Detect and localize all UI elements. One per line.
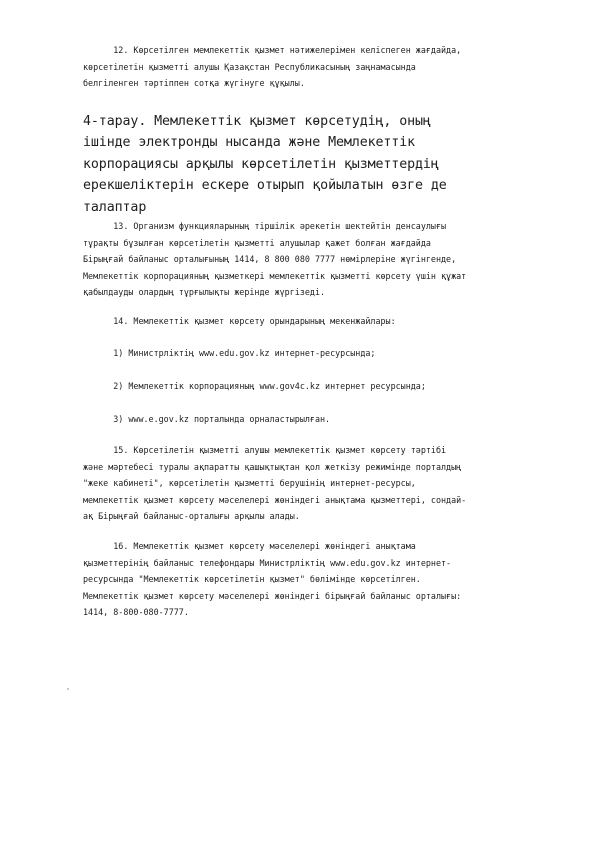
scan-speck <box>67 688 69 690</box>
section-heading: 4-тарау. Мемлекеттік қызмет көрсетудің, оның ішінде электронды нысанда және Мемлекеттік корпорациясы арқылы көрсетілетін қызметтердің ерекшеліктерін ескере отырып қойылатын өзге де талаптар <box>83 114 447 215</box>
list-item-14-1: 1) Министрліктің www.edu.gov.kz интернет-ресурсында; <box>83 348 376 358</box>
paragraph-16: 16. Мемлекеттік қызмет көрсету мәселелері жөніндегі анықтама қызметтерінің байланыс телефондары Министрліктің www.edu.gov.kz интернет- ресурсында "Мемлекеттік көрсетілетін қызмет" бөлімінде көрсетілген. Мемлекеттік қызмет көрсету мәселелері жөніндегі бірыңғай байланыс орталығы: 1414, 8-800-080-7777. <box>83 541 462 618</box>
paragraph-13: 13. Организм функцияларының тіршілік әрекетін шектейтін денсаулығы тұрақты бұзылған көрсетілетін қызметті алушылар қажет болған жағдайда Бірыңғай байланыс орталығының 1414, 8 800 080 7777 нөмірлеріне жүгінгенде, Мемлекеттік корпорацияның қызметкері мемлекеттік қызметті көрсету үшін құжат қабылдауды олардың тұрғылықты жерінде жүргізеді. <box>83 221 467 298</box>
paragraph-15: 15. Көрсетілетін қызметті алушы мемлекеттік қызмет көрсету тәртібі және мәртебесі туралы ақпаратты қашықтықтан қол жеткізу режимінде порталдың "жеке кабинеті", көрсетілетін қызметті берушінің интернет-ресурсы, мемлекеттік қызмет көрсету мәселелері жөніндегі анықтама қызметтері, сондай- ақ Бірыңғай байланыс-орталығы арқылы алады. <box>83 445 467 522</box>
list-item-14-3: 3) www.e.gov.kz порталында орналастырылған. <box>83 414 331 424</box>
paragraph-12: 12. Көрсетілген мемлекеттік қызмет нәтижелерімен келіспеген жағдайда, көрсетілетін қызметті алушы Қазақстан Республикасының заңнамасында белгіленген тәртіппен сотқа жүгінуге құқылы. <box>83 45 462 89</box>
list-item-14-2: 2) Мемлекеттік корпорацияның www.gov4c.kz интернет ресурсында; <box>83 381 426 391</box>
paragraph-14: 14. Мемлекеттік қызмет көрсету орындарының мекенжайлары: <box>83 316 396 326</box>
